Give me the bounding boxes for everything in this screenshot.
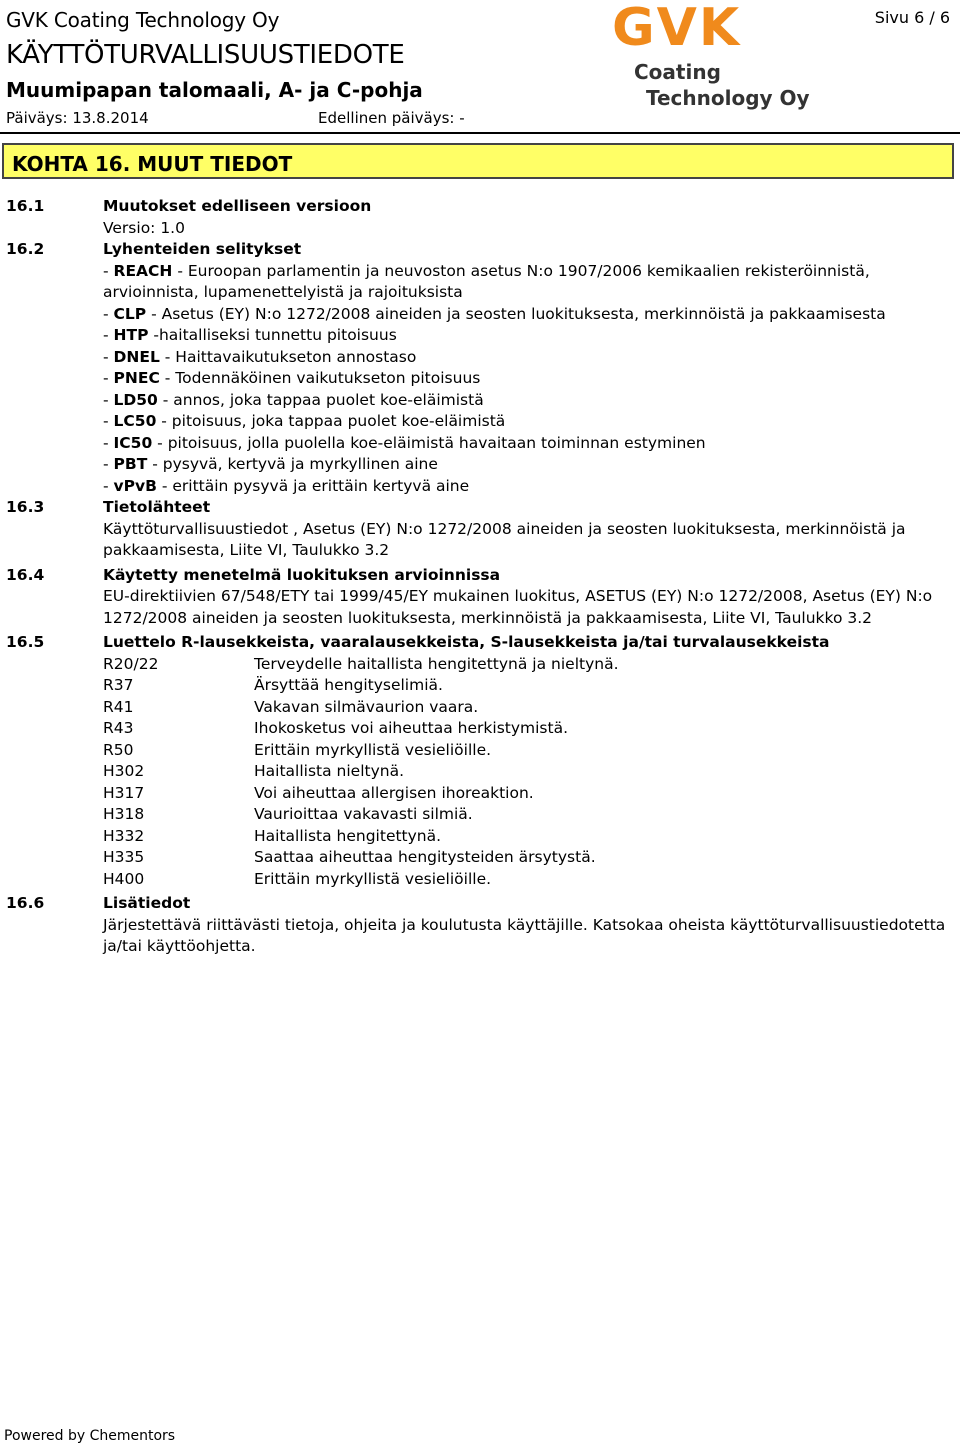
phrase-code: H400 <box>103 869 145 888</box>
abbreviation-item: - PNEC - Todennäköinen vaikutukseton pitoisuus <box>103 369 481 387</box>
logo-line-1: Coating <box>634 60 721 84</box>
subsection-number: 16.1 <box>6 197 45 215</box>
header-divider <box>0 132 960 134</box>
subsection-title: Luettelo R-lausekkeista, vaaralausekkeista, S-lausekkeista ja/tai turvalausekkeista <box>103 633 830 651</box>
subsection-16-2 <box>6 239 958 497</box>
logo-mark: GVK <box>612 0 742 58</box>
abbreviation-item: - PBT - pysyvä, kertyvä ja myrkyllinen aine <box>103 455 438 473</box>
phrase-code: R43 <box>103 719 134 737</box>
subsection-number: 16.2 <box>6 240 45 258</box>
phrase-text: Haitallista nieltynä. <box>254 762 405 780</box>
abbreviation-item: - vPvB - erittäin pysyvä ja erittäin kertyvä aine <box>103 476 470 495</box>
phrase-code: R37 <box>103 676 134 694</box>
product-name: Muumipapan talomaali, A- ja C-pohja <box>6 78 423 102</box>
subsection-title: Käytetty menetelmä luokituksen arvioinnissa <box>103 565 501 584</box>
phrase-text: Saattaa aiheuttaa hengitysteiden ärsytystä. <box>254 848 596 866</box>
subsection-title: Lyhenteiden selitykset <box>103 240 302 258</box>
section-content <box>6 196 958 958</box>
abbreviation-item: - LD50 - annos, joka tappaa puolet koe-eläimistä <box>103 390 484 409</box>
phrase-text: Erittäin myrkyllistä vesieliöille. <box>254 740 492 759</box>
phrase-text: Haitallista hengitettynä. <box>254 826 442 845</box>
subsection-text: Versio: 1.0 <box>103 218 185 237</box>
footer-credit: Powered by Chementors <box>4 1428 176 1444</box>
subsection-title: Lisätiedot <box>103 894 191 912</box>
subsection-16-4 <box>6 565 958 630</box>
phrase-code: R41 <box>103 697 134 716</box>
abbreviation-item: - HTP -haitalliseksi tunnettu pitoisuus <box>103 326 397 344</box>
previous-date: Edellinen päiväys: - <box>318 109 465 127</box>
phrase-text: Erittäin myrkyllistä vesieliöille. <box>254 869 492 888</box>
phrase-code: H332 <box>103 826 145 845</box>
abbreviation-item: - CLP - Asetus (EY) N:o 1272/2008 aineiden ja seosten luokituksesta, merkinnöistä ja pakkaamisesta <box>103 304 886 323</box>
phrase-text: Ärsyttää hengityselimiä. <box>254 676 443 694</box>
phrase-text: Voi aiheuttaa allergisen ihoreaktion. <box>254 783 534 802</box>
company-logo <box>612 0 812 116</box>
document-title: KÄYTTÖTURVALLISUUSTIEDOTE <box>6 40 405 70</box>
phrase-text: Terveydelle haitallista hengitettynä ja nieltynä. <box>254 654 619 673</box>
subsection-number: 16.5 <box>6 633 45 651</box>
section-heading-box <box>2 143 954 179</box>
subsection-16-6 <box>6 893 958 958</box>
issue-date: Päiväys: 13.8.2014 <box>6 109 149 127</box>
abbreviation-item: - LC50 - pitoisuus, joka tappaa puolet koe-eläimistä <box>103 412 506 430</box>
phrase-text: Vakavan silmävaurion vaara. <box>254 697 479 716</box>
subsection-16-3 <box>6 497 958 562</box>
subsection-text: Käyttöturvallisuustiedot , Asetus (EY) N:o 1272/2008 aineiden ja seosten luokituksesta, merkinnöistä ja pakkaamisesta, Liite VI, Taulukko 3.2 <box>103 519 906 559</box>
subsection-number: 16.6 <box>6 894 45 912</box>
phrase-code: R50 <box>103 740 134 759</box>
subsection-text: Järjestettävä riittävästi tietoja, ohjeita ja koulutusta käyttäjille. Katsokaa oheista käyttöturvallisuustiedotetta ja/tai käyttöohjetta. <box>103 915 946 955</box>
abbreviation-item: - DNEL - Haittavaikutukseton annostaso <box>103 347 417 366</box>
subsection-16-1 <box>6 196 958 239</box>
subsection-16-5 <box>6 632 958 890</box>
phrase-text: Ihokosketus voi aiheuttaa herkistymistä. <box>254 719 569 737</box>
subsection-title: Tietolähteet <box>103 498 211 516</box>
logo-line-2: Technology Oy <box>646 86 810 110</box>
phrase-code: H317 <box>103 783 145 802</box>
subsection-text: EU-direktiivien 67/548/ETY tai 1999/45/EY mukainen luokitus, ASETUS (EY) N:o 1272/2008, Asetus (EY) N:o 1272/2008 aineiden ja seosten luokituksesta, merkinnöistä ja pakkaamisesta, Liite VI, Taulukko 3.2 <box>103 587 933 627</box>
page-number: Sivu 6 / 6 <box>874 8 950 27</box>
phrase-code: R20/22 <box>103 654 159 673</box>
abbreviation-item: - REACH - Euroopan parlamentin ja neuvoston asetus N:o 1907/2006 kemikaalien rekisteröinnistä, arvioinnista, lupamenettelyistä ja rajoituksista <box>103 261 870 301</box>
phrase-code: H335 <box>103 848 145 866</box>
section-title: KOHTA 16. MUUT TIEDOT <box>12 152 293 176</box>
company-name: GVK Coating Technology Oy <box>6 8 280 32</box>
phrase-code: H318 <box>103 805 145 823</box>
subsection-number: 16.3 <box>6 498 45 516</box>
phrase-code: H302 <box>103 762 145 780</box>
subsection-title: Muutokset edelliseen versioon <box>103 197 372 215</box>
phrase-text: Vaurioittaa vakavasti silmiä. <box>254 805 473 823</box>
subsection-number: 16.4 <box>6 565 45 584</box>
hazard-phrase-list <box>103 654 958 891</box>
abbreviation-item: - IC50 - pitoisuus, jolla puolella koe-eläimistä havaitaan toiminnan estyminen <box>103 433 706 452</box>
